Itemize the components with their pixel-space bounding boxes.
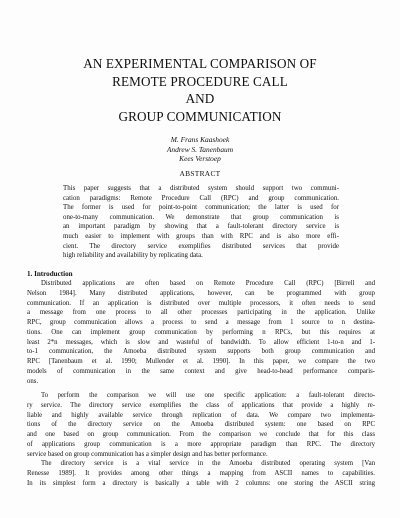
text-line: RPC, group communication allows a process to send a message from 1 source to n destina-: [27, 319, 375, 326]
text-line: least 2*n messages, which is slow and wasteful of bandwidth. To allow efficient 1-to-n and 1-: [27, 338, 375, 346]
text-line: of applications group communication is a more appropriate paradigm than RPC. The directory: [27, 440, 375, 448]
text-line: service based on group communication has a simpler design and has better performance.: [27, 450, 268, 458]
text-line: To perform the comparison we will use one specific application: a fault-tolerant directo-: [41, 392, 375, 399]
text-line: ry service. The directory service exemplifies the class of applications that provide a highly re-: [27, 401, 375, 409]
author-list: [100, 135, 300, 164]
abstract-heading: ABSTRACT: [179, 169, 221, 178]
abstract-line: cient. The directory service exemplifies distributed services that provide: [63, 242, 339, 250]
text-line: tions of the directory service on the Amoeba distributed system: one based on RPC: [27, 421, 375, 429]
section-heading: 1. Introduction: [27, 270, 73, 278]
text-line: Distributed applications are often based on Remote Procedure Call (RPC) [Birrell and: [41, 280, 375, 287]
text-line: models of communication in the same context and give head-to-head performance comparis-: [27, 367, 375, 375]
text-line: The directory service is a vital service in the Amoeba distributed operating system [Van: [41, 460, 375, 467]
author-name: M. Frans Kaashoek: [170, 135, 230, 144]
title-line: AND: [185, 91, 215, 106]
text-line: tions. One can implement group communication by performing n RPCs, but this requires at: [27, 328, 375, 336]
text-line: RPC [Tanenbaum et al. 1990; Mullender et al. 1990]. In this paper, we compare the two: [27, 358, 375, 365]
author-name: Kees Verstoep: [179, 154, 221, 163]
abstract-line: high reliability and availability by replicating data.: [63, 252, 203, 260]
abstract-line: much easier to implement with groups than with RPC and is also more effi-: [63, 232, 339, 240]
abstract-line: cation paradigms: Remote Procedure Call (RPC) and group communication.: [63, 194, 339, 202]
text-line: In its simplest form a directory is basically a table with 2 columns: one storing the ASCII string: [27, 479, 375, 487]
text-line: liable and highly available service through replication of data. We compare two implementa-: [27, 411, 375, 419]
paragraph: [27, 279, 375, 386]
abstract-line: one-to-many communication. We demonstrate that group communication is: [63, 213, 339, 221]
text-line: communication. If an application is distributed over multiple processors, it often needs to send: [27, 299, 375, 307]
paper-title: [40, 55, 360, 125]
title-line: REMOTE PROCEDURE CALL: [112, 73, 288, 89]
text-line: and one based on group communication. From the comparison we conclude that for this class: [27, 431, 375, 438]
text-line: a message from one process to all other processes participating in the application. Unlike: [27, 309, 375, 317]
text-line: Renesse 1989]. It provides among other things a mapping from ASCII names to capabilities.: [27, 469, 375, 477]
title-line: AN EXPERIMENTAL COMPARISON OF: [83, 56, 317, 71]
author-name: Andrew S. Tanenbaum: [166, 144, 234, 154]
abstract-line: The former is used for point-to-point communication; the latter is used for: [63, 204, 339, 212]
paragraph: [27, 391, 375, 459]
title-line: GROUP COMMUNICATION: [118, 108, 282, 124]
abstract-line: an important paradigm by showing that a fault-tolerant directory service is: [63, 223, 339, 231]
abstract-line: This paper suggests that a distributed system should support two communi-: [63, 185, 339, 192]
text-line: to-1 communication, the Amoeba distributed system supports both group communication and: [27, 348, 375, 356]
abstract-body: [63, 184, 339, 261]
text-line: ons.: [27, 377, 39, 385]
text-line: Nelson 1984]. Many distributed applications, however, can be programmed with group: [27, 289, 375, 297]
paragraph: [27, 459, 375, 488]
